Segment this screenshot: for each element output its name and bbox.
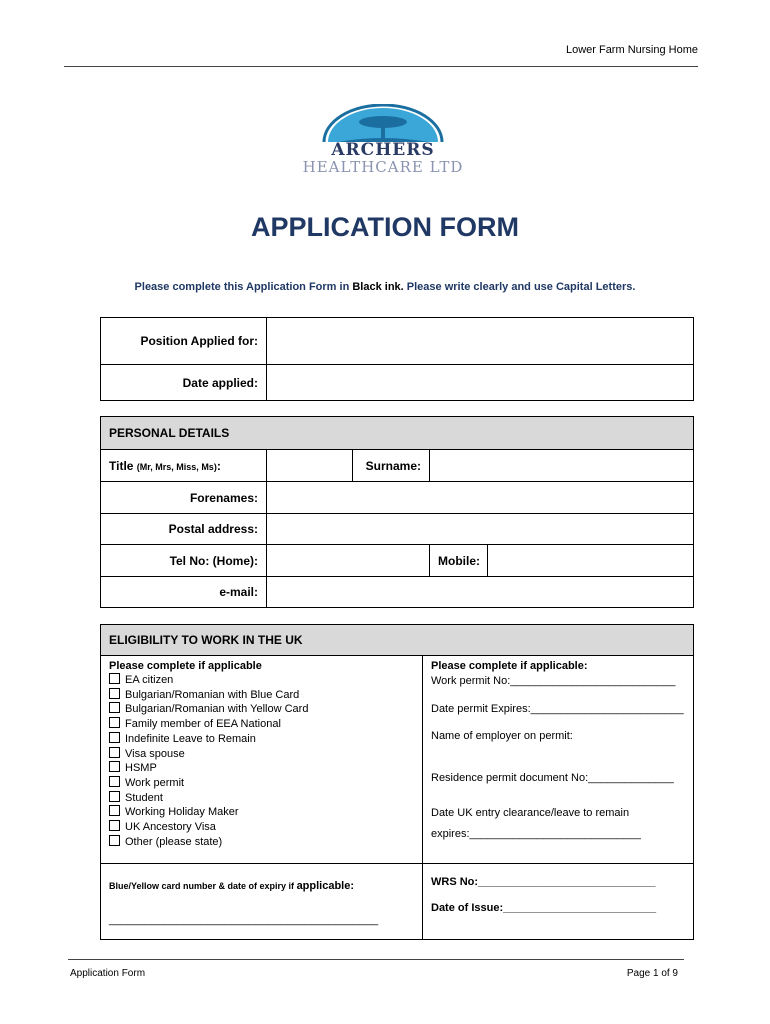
header-rule: [64, 66, 698, 67]
footer-form-name: Application Form: [70, 968, 146, 979]
checkbox[interactable]: [109, 702, 120, 713]
checkbox[interactable]: [109, 732, 120, 743]
logo-text-archers: ARCHERS: [331, 140, 435, 160]
mobile-field[interactable]: [488, 545, 694, 577]
eligibility-option-label: Bulgarian/Romanian with Blue Card: [125, 688, 300, 701]
header-organisation: Lower Farm Nursing Home: [565, 44, 698, 56]
entry-clearance-line1: Date UK entry clearance/leave to remain: [431, 807, 630, 819]
eligibility-option[interactable]: [109, 835, 414, 850]
tel-home-label: Tel No: (Home):: [101, 545, 267, 577]
checkbox[interactable]: [109, 747, 120, 758]
residence-permit-field[interactable]: Residence permit document No:______________: [431, 772, 674, 784]
checkbox[interactable]: [109, 820, 120, 831]
eligibility-option-label: Working Holiday Maker: [125, 806, 239, 819]
date-permit-expires-field[interactable]: Date permit Expires:_________________________: [431, 703, 684, 715]
blue-card-label-line: [109, 880, 414, 892]
eligibility-option-label: Bulgarian/Romanian with Yellow Card: [125, 703, 309, 716]
eligibility-heading: ELIGIBILITY TO WORK IN THE UK: [101, 625, 694, 656]
eligibility-option[interactable]: [109, 673, 414, 688]
personal-details-table: [100, 416, 694, 608]
eligibility-right-heading: Please complete if applicable:: [431, 660, 588, 672]
eligibility-option[interactable]: [109, 747, 414, 762]
eligibility-details-cell: [423, 656, 694, 864]
instructions-part1: Please complete this Application Form in: [134, 281, 353, 293]
forenames-field[interactable]: [267, 482, 694, 514]
eligibility-options-list: [109, 673, 414, 849]
date-of-issue-field[interactable]: Date of Issue:_________________________: [431, 902, 657, 914]
eligibility-option-label: HSMP: [125, 762, 157, 775]
forenames-label: Forenames:: [101, 482, 267, 514]
position-field[interactable]: [267, 318, 694, 365]
date-applied-label: Date applied:: [101, 365, 267, 401]
surname-field[interactable]: [430, 450, 694, 482]
eligibility-option-label: Family member of EEA National: [125, 718, 281, 731]
eligibility-option[interactable]: [109, 732, 414, 747]
title-field[interactable]: [267, 450, 353, 482]
checkbox[interactable]: [109, 835, 120, 846]
checkbox[interactable]: [109, 791, 120, 802]
eligibility-option[interactable]: [109, 805, 414, 820]
personal-details-heading: PERSONAL DETAILS: [101, 417, 694, 450]
email-field[interactable]: [267, 577, 694, 608]
footer-page-number: Page 1 of 9: [626, 968, 678, 979]
work-permit-field[interactable]: Work permit No:___________________________: [431, 675, 676, 687]
eligibility-option[interactable]: [109, 820, 414, 835]
eligibility-option[interactable]: [109, 761, 414, 776]
eligibility-option[interactable]: [109, 717, 414, 732]
eligibility-options-cell: [101, 656, 423, 864]
tel-home-field[interactable]: [267, 545, 430, 577]
checkbox[interactable]: [109, 717, 120, 728]
employer-on-permit-field[interactable]: Name of employer on permit:: [431, 730, 573, 742]
checkbox[interactable]: [109, 673, 120, 684]
position-label: Position Applied for:: [101, 318, 267, 365]
checkbox[interactable]: [109, 776, 120, 787]
eligibility-option-label: Work permit: [125, 776, 185, 789]
eligibility-option-label: Student: [125, 791, 163, 804]
eligibility-table: [100, 624, 694, 940]
blue-card-label: Blue/Yellow card number & date of expiry if: [109, 881, 295, 891]
checkbox[interactable]: [109, 805, 120, 816]
eligibility-option[interactable]: [109, 776, 414, 791]
instructions-part3: Please write clearly and use Capital Letters.: [403, 281, 636, 293]
instructions: [0, 281, 770, 293]
eligibility-option-label: UK Ancestory Visa: [125, 821, 216, 834]
title-colon: :: [216, 458, 221, 473]
date-applied-field[interactable]: [267, 365, 694, 401]
eligibility-option-label: Visa spouse: [125, 747, 185, 760]
logo-tree-trunk: [381, 126, 385, 140]
eligibility-option-label: Indefinite Leave to Remain: [125, 732, 256, 745]
wrs-cell: [423, 864, 694, 940]
logo-text-healthcare: HEALTHCARE LTD: [302, 158, 464, 176]
page-title: APPLICATION FORM: [251, 212, 519, 242]
eligibility-option[interactable]: [109, 702, 414, 717]
postal-address-field[interactable]: [267, 514, 694, 545]
eligibility-option[interactable]: [109, 688, 414, 703]
surname-label: Surname:: [353, 450, 430, 482]
title-hint: (Mr, Mrs, Miss, Ms): [136, 461, 217, 472]
entry-clearance-expires-field[interactable]: expires:____________________________: [431, 828, 641, 840]
email-label: e-mail:: [101, 577, 267, 608]
eligibility-left-heading: Please complete if applicable: [109, 660, 262, 672]
title-label: Title: [109, 458, 134, 473]
checkbox[interactable]: [109, 688, 120, 699]
instructions-part2: Black ink.: [352, 281, 404, 293]
postal-address-label: Postal address:: [101, 514, 267, 545]
footer-rule: [68, 959, 684, 960]
blue-card-cell: [101, 864, 423, 940]
position-table: [100, 317, 694, 401]
eligibility-option-label: EA citizen: [125, 674, 174, 686]
wrs-field[interactable]: WRS No:_____________________________: [431, 876, 656, 888]
checkbox[interactable]: [109, 761, 120, 772]
mobile-label: Mobile:: [430, 545, 488, 577]
blue-card-field[interactable]: ____________________________________________: [109, 914, 379, 926]
title-label-cell: [101, 450, 267, 482]
eligibility-option[interactable]: [109, 791, 414, 806]
eligibility-option-label: Other (please state): [125, 835, 223, 848]
blue-card-applicable: applicable:: [296, 880, 355, 892]
